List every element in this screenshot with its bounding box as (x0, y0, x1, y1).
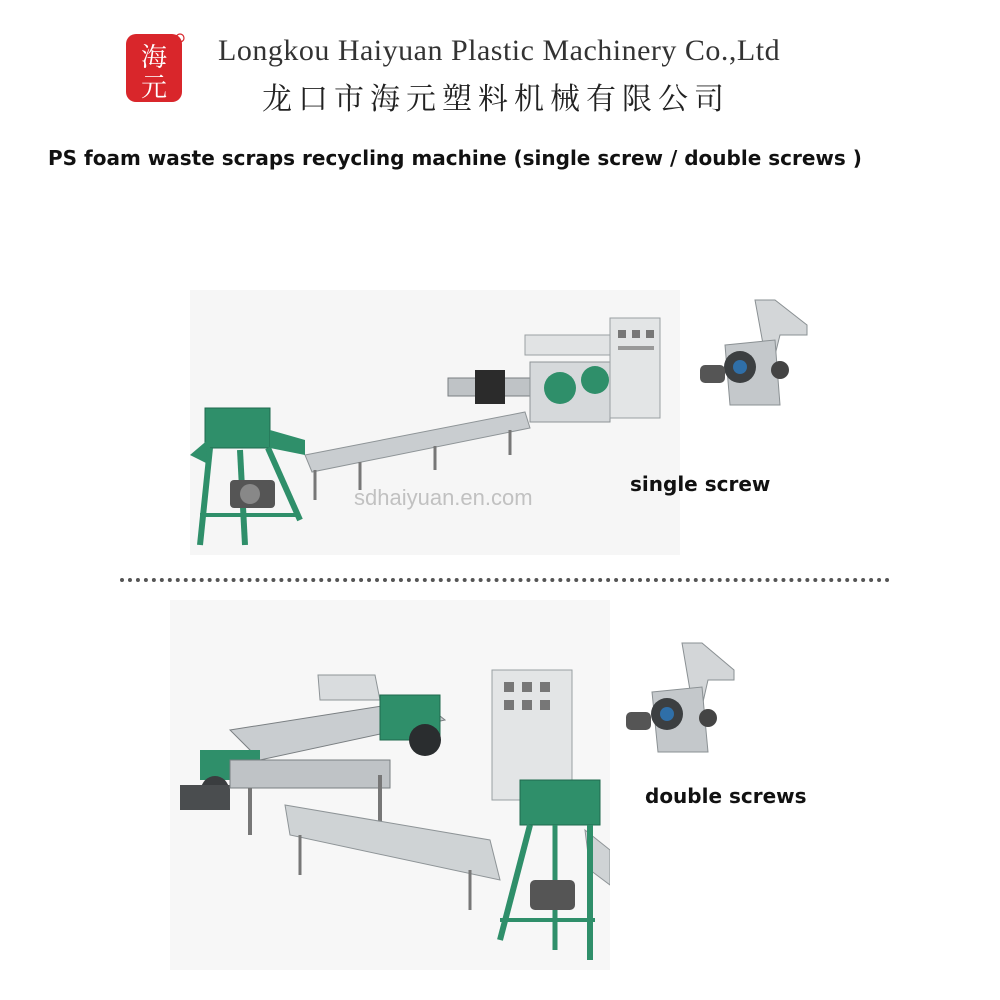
single-screw-crusher-image (695, 295, 810, 410)
company-logo (124, 32, 186, 104)
watermark: sdhaiyuan.en.com (354, 485, 533, 510)
double-screws-label: double screws (645, 784, 807, 808)
logo-text-top: 海 (140, 43, 168, 73)
single-screw-machine-image (190, 290, 680, 555)
company-name-english: Longkou Haiyuan Plastic Machinery Co.,Ltd (218, 34, 781, 67)
page-title: PS foam waste scraps recycling machine (single screw / double screws ) (48, 146, 862, 170)
company-name-chinese: 龙口市海元塑料机械有限公司 (262, 82, 730, 117)
single-screw-label: single screw (630, 472, 771, 496)
dotted-divider (120, 578, 890, 582)
logo-text-bottom: 元 (140, 73, 168, 103)
double-screws-machine-image (170, 600, 610, 970)
double-screws-crusher-image (620, 640, 735, 755)
